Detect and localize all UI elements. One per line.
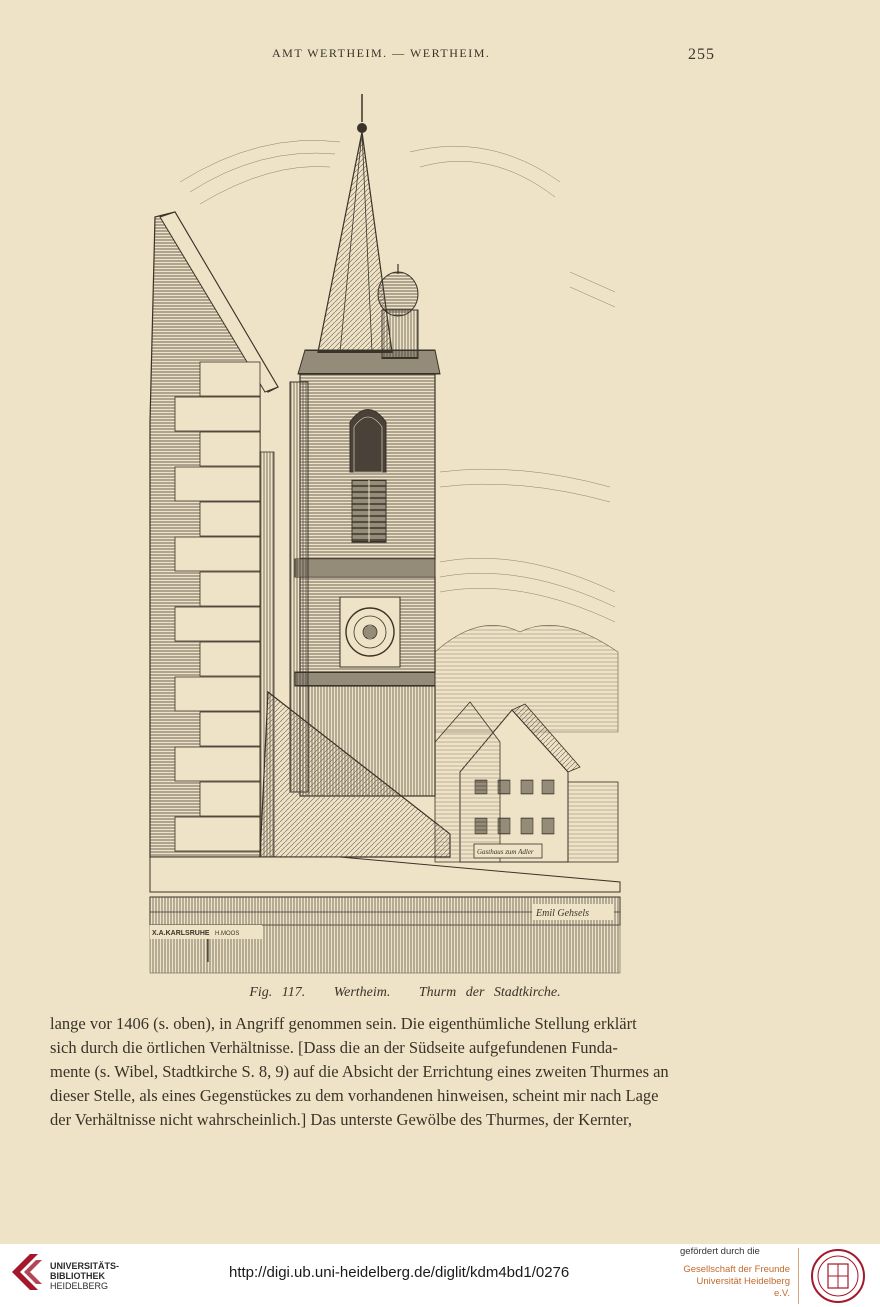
library-line-1: UNIVERSITÄTS-: [50, 1261, 120, 1271]
university-seal-icon[interactable]: [810, 1248, 866, 1304]
imprint-publisher: X.A.KARLSRUHE: [152, 930, 210, 937]
text-line: lange vor 1406 (s. oben), in Angriff genommen sein. Die eigenthümliche Stellung erklärt: [50, 1014, 637, 1033]
library-name: [50, 1261, 119, 1291]
sponsor-label: gefördert durch die: [680, 1246, 760, 1257]
library-line-3: HEIDELBERG: [50, 1281, 109, 1291]
text-line: mente (s. Wibel, Stadtkirche S. 8, 9) auf die Absicht der Errichtung eines zweiten Thurmes an: [50, 1062, 669, 1081]
body-paragraph: [50, 1012, 715, 1132]
permalink-url[interactable]: http://digi.ub.uni-heidelberg.de/diglit/kdm4bd1/0276: [229, 1264, 570, 1281]
tower-spire: [318, 94, 392, 352]
running-title: AMT WERTHEIM. — WERTHEIM.: [272, 46, 491, 60]
house-sign-text: Gasthaus zum Adler: [477, 848, 534, 856]
imprint-engraver: H.MOOS: [215, 931, 240, 937]
university-library-logo[interactable]: [10, 1252, 44, 1298]
footer-divider: [798, 1248, 799, 1304]
society-line-1: Gesellschaft der Freunde: [683, 1264, 790, 1275]
text-line: dieser Stelle, als eines Gegenstückes zu dem vorhandenen hinweisen, scheint mir nach Lage: [50, 1086, 659, 1105]
stair-turret: [378, 264, 418, 358]
library-line-2: BIBLIOTHEK: [50, 1271, 105, 1281]
society-name[interactable]: [680, 1264, 790, 1300]
society-line-2: Universität Heidelberg e.V.: [696, 1276, 790, 1299]
text-line: sich durch die örtlichen Verhältnisse. [Dass die an der Südseite aufgefundenen Funda-: [50, 1038, 618, 1057]
viewer-footer: [0, 1244, 880, 1307]
figure-caption-text: Fig. 117. Wertheim. Thurm der Stadtkirche.: [249, 985, 561, 1000]
text-line: der Verhältnisse nicht wahrscheinlich.] Das unterste Gewölbe des Thurmes, der Kernter,: [50, 1110, 633, 1129]
church-tower-engraving: [140, 92, 630, 977]
artist-signature: Emil Gehsels: [536, 908, 590, 919]
figure-caption: [0, 985, 880, 1001]
page-number: 255: [688, 46, 715, 63]
